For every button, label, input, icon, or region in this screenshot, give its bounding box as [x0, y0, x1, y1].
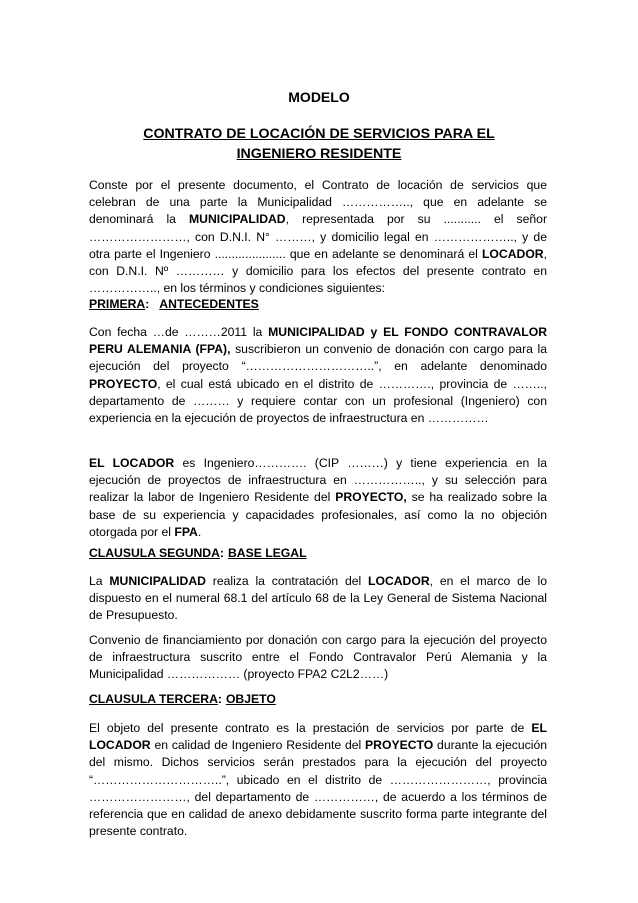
document-title: MODELO	[288, 89, 350, 105]
antecedentes-paragraph-1: Con fecha …de ………2011 la MUNICIPALIDAD y EL FONDO CONTRAVALOR PERU ALEMANIA (FPA), suscribieron un convenio de donación con cargo para la ejecución del proyecto “…………………………..”, en adelante denominado PROYECTO, el cual está ubicado en el distrito de …………., provincia de …….., departamento de ……… y requiere contar con un profesional (Ingeniero) con experiencia en la ejecución de proyectos de infraestructura en ……………	[89, 325, 547, 426]
base-legal-paragraph-2: Convenio de financiamiento por donación con cargo para la ejecución del proyecto de infraestructura suscrito entre el Fondo Contravalor Perú Alemania y la Municipalidad ……………… (proyecto FPA2 C2L2……)	[89, 633, 547, 682]
heading-segunda: CLAUSULA SEGUNDA: BASE LEGAL	[89, 546, 307, 560]
heading-segunda-title: BASE LEGAL	[227, 546, 307, 560]
heading-tercera: CLAUSULA TERCERA: OBJETO	[89, 692, 276, 706]
heading-primera-title: ANTECEDENTES	[159, 297, 259, 311]
heading-primera-label: PRIMERA	[89, 297, 146, 311]
contract-title	[110, 124, 528, 164]
heading-tercera-label: CLAUSULA TERCERA	[89, 692, 218, 706]
intro-paragraph: Conste por el presente documento, el Contrato de locación de servicios que celebran de una parte la Municipalidad …………….., que en adelante se denominará la MUNICIPALIDAD, representada por su ........... el señor ……………………, con D.N.I. N° ………, y domicilio legal en ……………….., y de otra parte el Ingeniero ..................... que en adelante se denominará el LOCADOR, con D.N.I. Nº ………… y domicilio para los efectos del presente contrato en …………….., en los términos y condiciones siguientes:	[89, 178, 547, 296]
heading-tercera-title: OBJETO	[225, 692, 276, 706]
objeto-paragraph: El objeto del presente contrato es la prestación de servicios por parte de EL LOCADOR en calidad de Ingeniero Residente del PROYECTO durante la ejecución del mismo. Dichos servicios serán prestados para la ejecución del proyecto “…………………………..”, ubicado en el distrito de ……………………, provincia ……………………, del departamento de ……………, de acuerdo a los términos de referencia que en calidad de anexo debidamente suscrito forma parte integrante del presente contrato.	[89, 721, 547, 839]
antecedentes-paragraph-2: EL LOCADOR es Ingeniero…………. (CIP ………) y tiene experiencia en la ejecución de proyectos de infraestructura en …………….., y su selección para realizar la labor de Ingeniero Residente del PROYECTO, se ha realizado sobre la base de su experiencia y capacidades profesionales, así como la no objeción otorgada por el FPA.	[89, 456, 547, 539]
heading-segunda-label: CLAUSULA SEGUNDA	[89, 546, 220, 560]
contract-title-line2: INGENIERO RESIDENTE	[236, 146, 402, 162]
bold-locador: LOCADOR	[481, 246, 544, 261]
base-legal-paragraph-1: La MUNICIPALIDAD realiza la contratación del LOCADOR, en el marco de lo dispuesto en el numeral 68.1 del artículo 68 de la Ley General de Sistema Nacional de Presupuesto.	[89, 574, 547, 623]
heading-primera: PRIMERA: ANTECEDENTES	[89, 297, 259, 311]
bold-municipalidad: MUNICIPALIDAD	[189, 212, 286, 227]
contract-title-line1: CONTRATO DE LOCACIÓN DE SERVICIOS PARA EL	[143, 126, 495, 142]
